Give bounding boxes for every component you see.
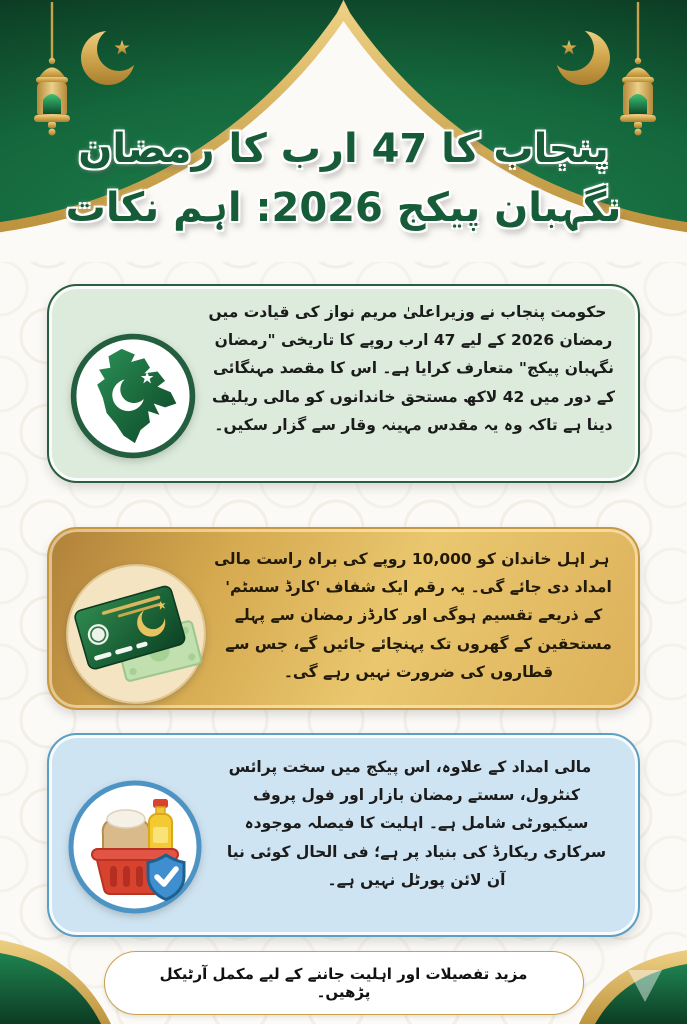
grocery-basket-shield-icon	[65, 777, 205, 917]
corner-arch-right	[578, 950, 687, 1024]
read-full-article-label: مزید تفصیلات اور اہلیت جاننے کے لیے مکمل آرٹیکل پڑھیں۔	[159, 965, 528, 1001]
punjab-map-crescent-icon	[67, 330, 199, 462]
footer-decoration	[0, 920, 687, 1024]
title-line-2: نگہبان پیکج 2026: اہم نکات	[65, 185, 622, 232]
card-price-control-security-text: مالی امداد کے علاوہ، اس پیکج میں سخت پرائس کنٹرول، سستے رمضان بازار اور فول پروف سیکیورٹی شامل ہے۔ اہلیت کا فیصلہ موجودہ سرکاری ریکارڈ کی بنیاد پر ہے؛ فی الحال کوئی نیا آن لائن پورٹل نہیں ہے۔	[226, 758, 607, 889]
card-package-overview	[47, 284, 640, 483]
card-cash-assistance-body	[49, 529, 638, 696]
crescent-star-icon	[81, 31, 135, 85]
atm-card-cash-icon	[63, 561, 209, 707]
card-price-control-security-body	[49, 735, 638, 904]
card-package-overview-body	[49, 286, 638, 449]
title-line-1: پنجاب کا 47 ارب کا رمضان	[78, 126, 609, 172]
card-cash-assistance	[47, 527, 640, 710]
corner-arch-left	[0, 940, 112, 1024]
crescent-star-icon	[556, 31, 610, 85]
page-title	[0, 120, 687, 238]
card-price-control-security	[47, 733, 640, 937]
card-package-overview-text: حکومت پنجاب نے وزیراعلیٰ مریم نواز کی قیادت میں رمضان 2026 کے لیے 47 ارب روپے کا تاریخی "رمضان نگہبان پیکج" متعارف کرایا ہے۔ اس کا مقصد مہنگائی کے دور میں 42 لاکھ مستحق خاندانوں کو مالی ریلیف دینا ہے تاکہ وہ یہ مقدس مہینہ وقار سے گزار سکیں۔	[208, 303, 615, 434]
card-cash-assistance-text: ہر اہل خاندان کو 10,000 روپے کی براہ راست مالی امداد دی جائے گی۔ یہ رقم ایک شفاف 'کارڈ سسٹم' کے ذریعے تقسیم ہوگی اور کارڈز رمضان سے پہلے مستحقین کے گھروں تک پہنچائے جائیں گے، جس سے قطاروں کی ضرورت نہیں رہے گی۔	[214, 550, 612, 681]
